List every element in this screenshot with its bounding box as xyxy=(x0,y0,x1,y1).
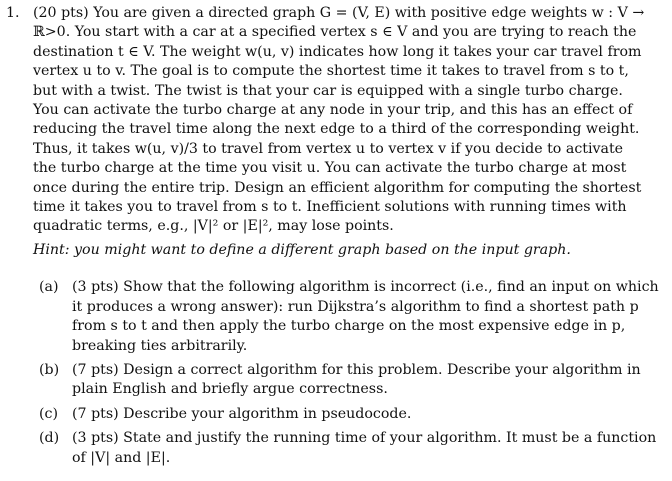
sub-part-line: from s to t and then apply the turbo charge on the most expensive edge in p, xyxy=(72,318,626,335)
problem-number: 1. xyxy=(6,5,20,21)
problem-1 xyxy=(6,4,659,473)
statement-line: once during the entire trip. Design an efficient algorithm for computing the shortest xyxy=(33,179,642,196)
sub-part-line: (7 pts) Describe your algorithm in pseudocode. xyxy=(72,405,412,422)
statement-line: You can activate the turbo charge at any node in your trip, and this has an effect of xyxy=(33,102,633,119)
sub-part-label: (a) xyxy=(39,279,59,296)
sub-part-body xyxy=(72,361,641,400)
hint-text: Hint: you might want to define a different graph based on the input graph. xyxy=(33,241,571,258)
statement-line: the turbo charge at the time you visit u. You can activate the turbo charge at most xyxy=(33,160,627,177)
sub-part-body xyxy=(72,405,618,424)
statement-line: (20 pts) You are given a directed graph G = (V, E) with positive edge weights w : V → xyxy=(33,5,645,21)
statement-line: time it takes you to travel from s to t. Inefficient solutions with running times with xyxy=(33,199,627,216)
sub-parts-list xyxy=(39,278,659,468)
sub-part-c xyxy=(39,405,618,424)
sub-part-label: (b) xyxy=(39,361,60,378)
sub-part-d xyxy=(39,429,657,468)
sub-part-line: (7 pts) Design a correct algorithm for this problem. Describe your algorithm in xyxy=(72,361,641,378)
statement-line: but with a twist. The twist is that your car is equipped with a single turbo charge. xyxy=(33,82,623,99)
sub-part-line: (3 pts) State and justify the running time of your algorithm. It must be a function xyxy=(72,430,657,447)
sub-part-line: of |V| and |E|. xyxy=(72,449,171,466)
statement-line: ℝ>0. You start with a car at a specified vertex s ∈ V and you are trying to reach the xyxy=(33,24,637,41)
sub-part-line: (3 pts) Show that the following algorithm is incorrect (i.e., find an input on which xyxy=(72,279,659,296)
sub-part-b xyxy=(39,361,641,400)
statement-line: vertex u to v. The goal is to compute the shortest time it takes to travel from s to t, xyxy=(33,63,629,80)
statement-line: Thus, it takes w(u, v)/3 to travel from vertex u to vertex v if you decide to activate xyxy=(33,140,624,157)
sub-part-line: plain English and briefly argue correctness. xyxy=(72,381,388,398)
sub-part-label: (d) xyxy=(39,430,60,447)
sub-part-body xyxy=(72,429,657,468)
sub-part-line: breaking ties arbitrarily. xyxy=(72,337,248,354)
sub-part-label: (c) xyxy=(39,405,59,422)
problem-statement xyxy=(33,4,645,237)
statement-line: destination t ∈ V. The weight w(u, v) indicates how long it takes your car travel from xyxy=(33,43,642,60)
sub-part-body xyxy=(72,278,659,356)
sub-part-a xyxy=(39,278,659,356)
sub-part-line: it produces a wrong answer): run Dijkstra’s algorithm to find a shortest path p xyxy=(72,298,639,315)
statement-line: quadratic terms, e.g., |V|² or |E|², may lose points. xyxy=(33,218,394,235)
statement-line: reducing the travel time along the next edge to a third of the corresponding weight. xyxy=(33,121,640,138)
